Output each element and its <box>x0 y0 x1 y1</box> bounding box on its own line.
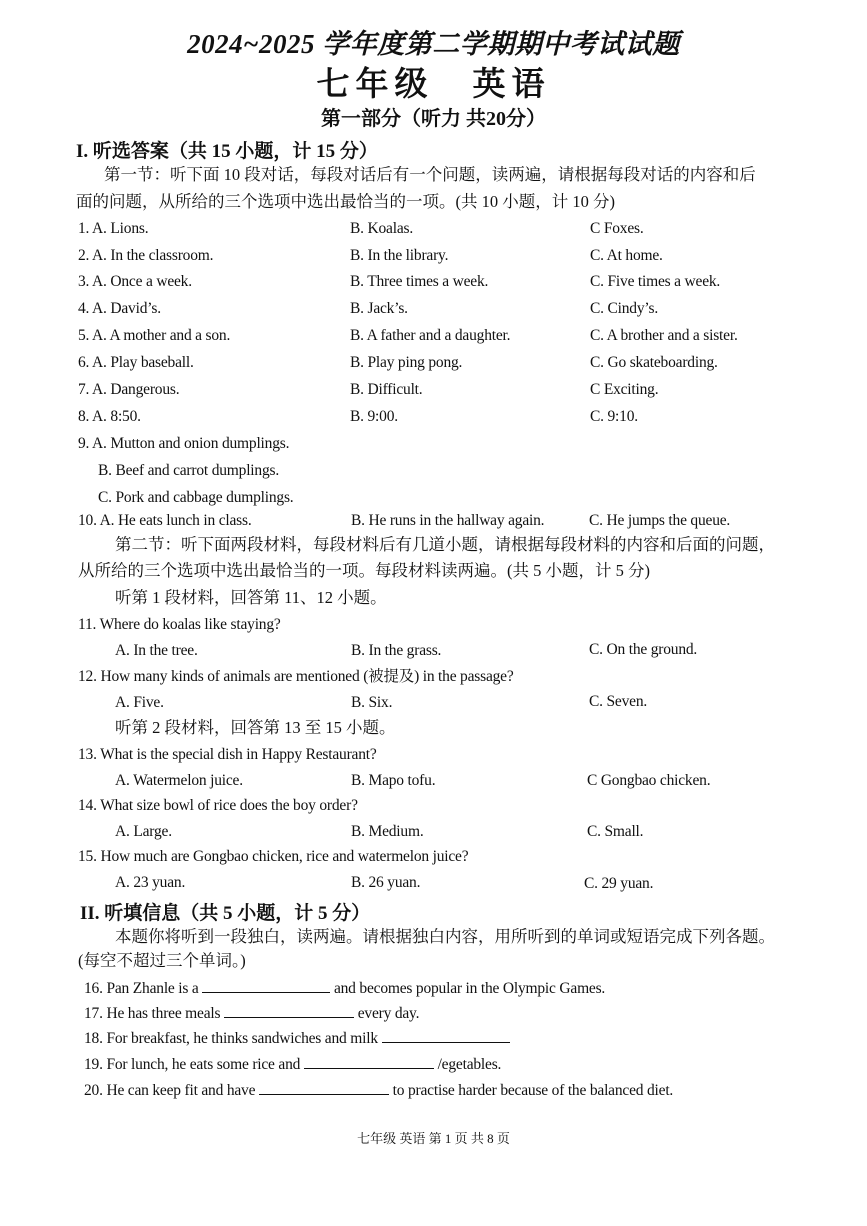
q18-text-before: 18. For breakfast, he thinks sandwiches and milk <box>84 1030 378 1047</box>
part1-instructions-line1: 第一节：听下面 10 段对话，每段对话后有一个问题，读两遍，请根据每段对话的内容和后 <box>104 165 756 184</box>
q9-option-b: B. Beef and carrot dumplings. <box>98 462 280 479</box>
q11-option-b: B. In the grass. <box>351 642 442 659</box>
q9-option-a: 9. A. Mutton and onion dumplings. <box>78 435 290 452</box>
q15-option-b: B. 26 yuan. <box>351 874 421 891</box>
q15-question: 15. How much are Gongbao chicken, rice and watermelon juice? <box>78 848 469 865</box>
q17-answer-blank[interactable] <box>224 1003 354 1018</box>
section2-heading: II. 听填信息（共 5 小题，计 5 分） <box>80 903 371 924</box>
q11-option-a: A. In the tree. <box>115 642 198 659</box>
passage1-note: 听第 1 段材料，回答第 11、12 小题。 <box>115 588 387 607</box>
q19-line <box>84 1054 501 1074</box>
page-footer: 七年级 英语 第 1 页 共 8 页 <box>357 1131 510 1146</box>
q5-option-a: 5. A. A mother and a son. <box>78 327 231 344</box>
q16-text-before: 16. Pan Zhanle is a <box>84 980 199 997</box>
q11-question: 11. Where do koalas like staying? <box>78 616 281 633</box>
q2-option-a: 2. A. In the classroom. <box>78 247 214 264</box>
q13-question: 13. What is the special dish in Happy Restaurant? <box>78 746 377 763</box>
q10-option-c: C. He jumps the queue. <box>589 512 731 529</box>
section1-heading: I. 听选答案（共 15 小题，计 15 分） <box>76 141 378 162</box>
q17-line <box>84 1003 419 1023</box>
q1-option-b: B. Koalas. <box>350 220 414 237</box>
q4-option-a: 4. A. David’s. <box>78 300 161 317</box>
q4-option-c: C. Cindy’s. <box>590 300 658 317</box>
q15-option-a: A. 23 yuan. <box>115 874 186 891</box>
part2-instructions-line1: 第二节：听下面两段材料，每段材料后有几道小题，请根据每段材料的内容和后面的问题， <box>115 535 775 554</box>
q16-text-after: and becomes popular in the Olympic Games. <box>333 980 606 997</box>
q13-option-b: B. Mapo tofu. <box>351 772 436 789</box>
q17-text-after: every day. <box>357 1005 420 1022</box>
part-title: 第一部分（听力 共20分） <box>321 108 546 130</box>
q16-answer-blank[interactable] <box>202 978 330 993</box>
q20-text-after: to practise harder because of the balanced diet. <box>392 1082 674 1099</box>
q8-option-b: B. 9:00. <box>350 408 398 425</box>
q16-line <box>84 978 605 998</box>
q12-option-a: A. Five. <box>115 694 164 711</box>
q9-option-c: C. Pork and cabbage dumplings. <box>98 489 294 506</box>
part1-instructions-line2: 面的问题，从所给的三个选项中选出最恰当的一项。(共 10 小题，计 10 分) <box>76 192 615 211</box>
q3-option-a: 3. A. Once a week. <box>78 273 192 290</box>
q1-option-a: 1. A. Lions. <box>78 220 149 237</box>
q15-option-c: C. 29 yuan. <box>584 875 654 892</box>
q5-option-c: C. A brother and a sister. <box>590 327 738 344</box>
q6-option-c: C. Go skateboarding. <box>590 354 718 371</box>
q2-option-c: C. At home. <box>590 247 663 264</box>
q3-option-c: C. Five times a week. <box>590 273 721 290</box>
q20-answer-blank[interactable] <box>259 1080 389 1095</box>
q19-answer-blank[interactable] <box>304 1054 434 1069</box>
q2-option-b: B. In the library. <box>350 247 449 264</box>
q10-option-a: 10. A. He eats lunch in class. <box>78 512 252 529</box>
q6-option-a: 6. A. Play baseball. <box>78 354 194 371</box>
q14-option-a: A. Large. <box>115 823 172 840</box>
q20-line <box>84 1080 673 1100</box>
q3-option-b: B. Three times a week. <box>350 273 489 290</box>
q11-option-c: C. On the ground. <box>589 641 698 658</box>
q8-option-a: 8. A. 8:50. <box>78 408 141 425</box>
q19-text-after: /egetables. <box>437 1056 502 1073</box>
q14-option-b: B. Medium. <box>351 823 424 840</box>
passage2-note: 听第 2 段材料，回答第 13 至 15 小题。 <box>115 718 396 737</box>
q5-option-b: B. A father and a daughter. <box>350 327 511 344</box>
q8-option-c: C. 9:10. <box>590 408 638 425</box>
q17-text-before: 17. He has three meals <box>84 1005 221 1022</box>
q12-option-b: B. Six. <box>351 694 393 711</box>
q10-option-b: B. He runs in the hallway again. <box>351 512 545 529</box>
section2-instructions-line2: (每空不超过三个单词。) <box>78 951 246 970</box>
q4-option-b: B. Jack’s. <box>350 300 408 317</box>
q13-option-a: A. Watermelon juice. <box>115 772 243 789</box>
q14-question: 14. What size bowl of rice does the boy order? <box>78 797 358 814</box>
q18-answer-blank[interactable] <box>382 1028 510 1043</box>
q7-option-c: C Exciting. <box>590 381 659 398</box>
q19-text-before: 19. For lunch, he eats some rice and <box>84 1056 301 1073</box>
q20-text-before: 20. He can keep fit and have <box>84 1082 256 1099</box>
section2-instructions-line1: 本题你将听到一段独白，读两遍。请根据独白内容，用所听到的单词或短语完成下列各题。 <box>115 927 775 946</box>
q18-line <box>84 1028 510 1048</box>
exam-title: 2024~2025 学年度第二学期期中考试试题 <box>187 29 680 59</box>
q7-option-a: 7. A. Dangerous. <box>78 381 180 398</box>
part2-instructions-line2: 从所给的三个选项中选出最恰当的一项。每段材料读两遍。(共 5 小题，计 5 分) <box>78 561 650 580</box>
q12-option-c: C. Seven. <box>589 693 648 710</box>
q12-question: 12. How many kinds of animals are mentioned (被提及) in the passage? <box>78 668 514 685</box>
q7-option-b: B. Difficult. <box>350 381 423 398</box>
q6-option-b: B. Play ping pong. <box>350 354 463 371</box>
q1-option-c: C Foxes. <box>590 220 644 237</box>
q14-option-c: C. Small. <box>587 823 644 840</box>
q13-option-c: C Gongbao chicken. <box>587 772 711 789</box>
grade-subject-title: 七年级 英语 <box>316 67 551 103</box>
